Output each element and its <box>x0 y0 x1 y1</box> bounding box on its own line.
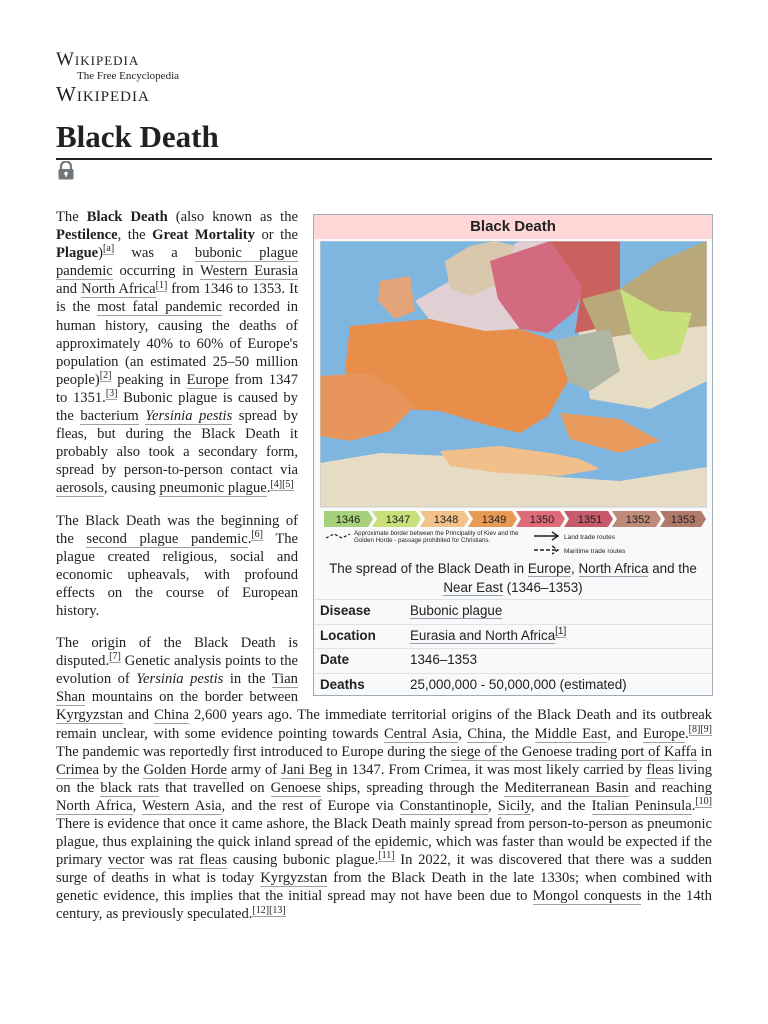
link-rat-fleas[interactable]: rat fleas <box>178 852 228 869</box>
legend-1351: 1351 <box>577 514 603 526</box>
wordmark: Wikipedia <box>56 49 140 70</box>
link-europe-2[interactable]: Europe <box>642 725 685 742</box>
paragraph-1: The Black Death (also known as the Pestilence, the Great Mortality or the Plague)[a] was a bubonic plague pandemic occurring in Western Eurasia and North Africa[1] from 1346 to 1353. It is the most fatal pandemic recorded in human history, causing the deaths of approximately 40% to 60% of Europe's population (an estimated 25–50 million people)[2] peaking in Europe from 1347 to 1351.[3] Bubonic plague is caused by the bacterium Yersinia pestis spread by fleas, but during the Black Death it probably also took a secondary form, spread by person-to-person contact via aerosols, causing pneumonic plague.[4][5] <box>56 209 299 497</box>
row-value: 1346–1353 <box>410 652 478 667</box>
infobox-row-deaths <box>314 673 712 698</box>
link-italian-peninsula[interactable]: Italian Peninsula <box>591 797 692 814</box>
link-north-africa-2[interactable]: North Africa <box>56 797 133 814</box>
title-divider <box>56 158 712 160</box>
caption-link-near-east[interactable]: Near East <box>443 580 503 595</box>
legend-1347: 1347 <box>385 514 411 526</box>
row-label: Disease <box>320 603 371 618</box>
link-north-africa[interactable]: North Africa <box>81 281 156 298</box>
link-mediterranean-basin[interactable]: Mediterranean Basin <box>504 779 629 796</box>
link-genoese[interactable]: Genoese <box>270 779 321 796</box>
infobox-title: Black Death <box>314 215 712 239</box>
row-label: Location <box>320 627 376 643</box>
link-europe[interactable]: Europe <box>186 371 229 388</box>
link-bacterium[interactable]: bacterium <box>80 408 139 425</box>
tagline: The Free Encyclopedia <box>77 70 180 82</box>
border-dash-icon <box>326 534 350 538</box>
legend-notes <box>326 530 626 556</box>
row-label: Deaths <box>320 676 365 692</box>
link-most-fatal-pandemic[interactable]: most fatal pandemic <box>97 299 222 316</box>
link-sicily[interactable]: Sicily <box>497 797 531 814</box>
legend-land-routes: Land trade routes <box>564 534 615 541</box>
link-western-asia[interactable]: Western Asia <box>142 797 222 814</box>
link-crimea[interactable]: Crimea <box>56 761 99 778</box>
infobox-table <box>314 599 712 697</box>
infobox <box>313 214 713 696</box>
link-central-asia[interactable]: Central Asia <box>383 725 459 742</box>
infobox-row-disease <box>314 599 712 624</box>
legend-1348: 1348 <box>433 514 459 526</box>
link-mongol-conquests[interactable]: Mongol conquests <box>532 888 642 905</box>
legend-1346: 1346 <box>335 514 361 526</box>
caption-link-europe[interactable]: Europe <box>527 561 572 576</box>
paragraph-2: The Black Death was the beginning of the second plague pandemic.[6] The plague created religious, social and economic upheavals, with profound effects on the course of European history. <box>56 512 299 619</box>
link-yersinia-pestis[interactable]: Yersinia pestis <box>145 408 233 425</box>
link-siege-of-kaffa[interactable]: siege of the Genoese trading port of Kaffa <box>450 743 697 760</box>
maritime-route-arrow-icon <box>534 546 558 554</box>
link-vector[interactable]: vector <box>107 852 145 869</box>
wordmark-secondary: Wikipedia <box>56 82 150 106</box>
link-aerosols[interactable]: aerosols <box>56 480 104 497</box>
link-pneumonic-plague[interactable]: pneumonic plague <box>159 480 267 497</box>
link-tian-shan[interactable]: Tian Shan <box>56 671 298 706</box>
spread-map[interactable] <box>320 241 707 567</box>
legend-maritime-routes: Maritime trade routes <box>564 548 626 555</box>
row-label: Date <box>320 652 350 667</box>
page-title: Black Death <box>56 119 219 154</box>
row-value-link[interactable]: Bubonic plague <box>410 603 503 618</box>
link-middle-east[interactable]: Middle East <box>534 725 608 742</box>
link-kyrgyzstan-2[interactable]: Kyrgyzstan <box>260 870 328 887</box>
legend-bar <box>324 511 706 527</box>
caption-link-north-africa[interactable]: North Africa <box>578 561 649 576</box>
land-route-arrow-icon <box>534 532 558 540</box>
link-bubonic-plague[interactable]: bubonic plague <box>194 245 298 262</box>
link-china-2[interactable]: China <box>467 725 503 742</box>
legend-1353: 1353 <box>670 514 696 526</box>
row-value: 25,000,000 - 50,000,000 (estimated) <box>410 676 627 692</box>
infobox-row-location <box>314 624 712 649</box>
legend-border-note: Approximate border between the Principality of Kiev and the Golden Horde - passage prohibited for Christians. <box>354 530 519 544</box>
link-fleas[interactable]: fleas <box>646 761 674 778</box>
link-jani-beg[interactable]: Jani Beg <box>281 761 333 778</box>
map-caption: The spread of the Black Death in Europe, North Africa and the Near East (1346–1353) <box>329 561 697 595</box>
link-golden-horde[interactable]: Golden Horde <box>143 761 227 778</box>
link-pandemic[interactable]: pandemic <box>56 263 113 280</box>
link-black-rats[interactable]: black rats <box>100 779 160 796</box>
wikipedia-logo[interactable] <box>56 50 179 105</box>
paragraph-3: The origin of the Black Death is disputed.[7] Genetic analysis points to the evolution of Yersinia pestis in the Tian Shan mountains on the border between Kyrgyzstan and China 2,600 years ago. The immediate territorial origins of the Black Death and its outbreak remain unclear, with some evidence pointing towards Central Asia, China, the Middle East, and Europe.[8][9] The pandemic was reportedly first introduced to Europe during the siege of the Genoese trading port of Kaffa in Crimea by the Golden Horde army of Jani Beg in 1347. From Crimea, it was most likely carried by fleas living on the black rats that travelled on Genoese ships, spreading through the Mediterranean Basin and reaching North Africa, Western Asia, and the rest of Europe via Constantinople, Sicily, and the Italian Peninsula.[10] There is evidence that once it came ashore, the Black Death mainly spread from person-to-person as pneumonic plague, thus explaining the quick inland spread of the epidemic, which was faster than would be expected if the primary vector was rat fleas causing bubonic plague.[11] In 2022, it was discovered that there was a sudden surge of deaths in what is today Kyrgyzstan from the Black Death in the late 1330s; when combined with genetic evidence, this implies that the initial spread may not have been due to Mongol conquests in the 14th century, as previously speculated.[12][13] <box>56 635 713 923</box>
lock-icon[interactable] <box>57 161 75 180</box>
legend-1352: 1352 <box>625 514 651 526</box>
link-china[interactable]: China <box>154 707 189 724</box>
link-constantinople[interactable]: Constantinople <box>399 797 489 814</box>
legend-1349: 1349 <box>481 514 507 526</box>
link-kyrgyzstan[interactable]: Kyrgyzstan <box>56 707 124 724</box>
link-western-eurasia[interactable]: Western Eurasia <box>200 263 299 280</box>
legend-1350: 1350 <box>529 514 555 526</box>
infobox-row-date <box>314 648 712 673</box>
footnote-1[interactable]: [1] <box>555 626 567 638</box>
row-value-link[interactable]: Eurasia and North Africa <box>410 627 556 643</box>
footnote-a[interactable]: [a] <box>103 243 115 255</box>
link-second-plague-pandemic[interactable]: second plague pandemic <box>86 530 248 547</box>
